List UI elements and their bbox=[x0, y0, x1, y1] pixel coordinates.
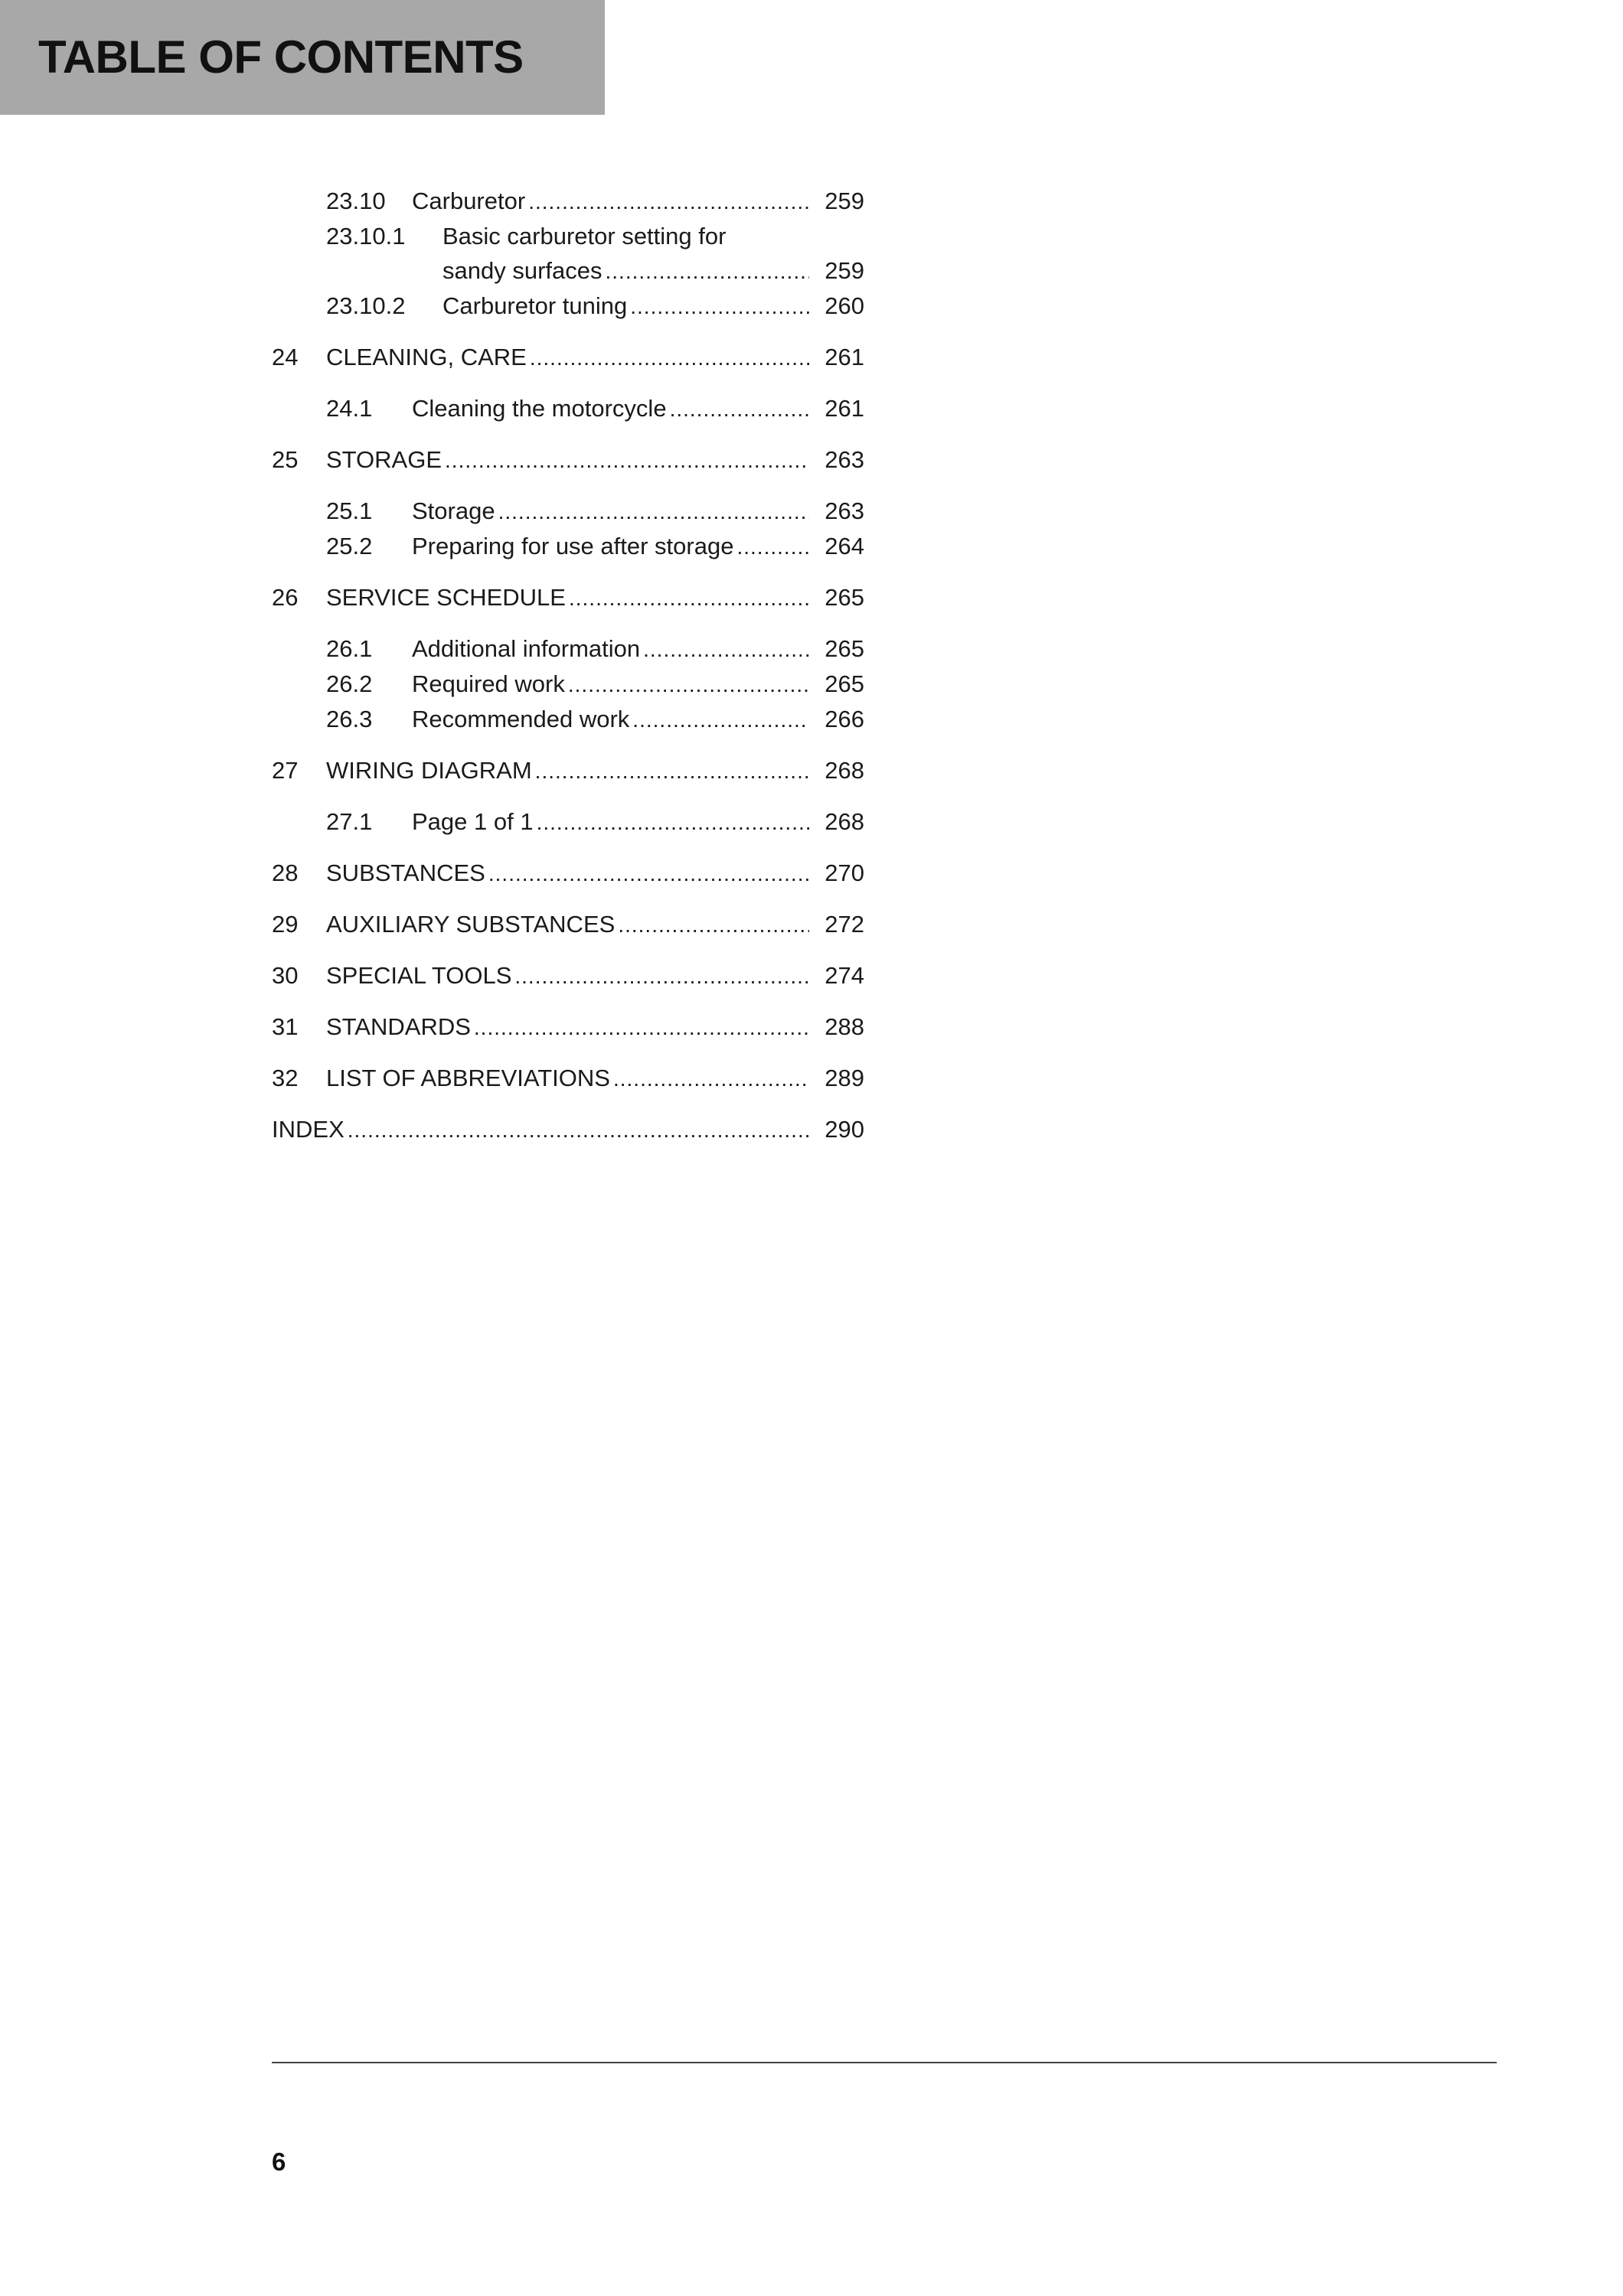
toc-entry[interactable] bbox=[272, 529, 864, 564]
toc-leader-dots bbox=[736, 530, 809, 564]
toc-leader-dots bbox=[643, 632, 809, 667]
toc-entry-page: 268 bbox=[825, 808, 864, 835]
toc-entry[interactable] bbox=[272, 184, 864, 219]
toc-entry-title: INDEX bbox=[272, 1116, 345, 1143]
toc-leader-dots bbox=[348, 1113, 809, 1147]
toc-entry-number: 26.2 bbox=[326, 670, 373, 697]
toc-entry-title: CLEANING, CARE bbox=[326, 344, 527, 370]
toc-leader-dots bbox=[630, 289, 809, 324]
toc-entry-page: 290 bbox=[825, 1116, 864, 1143]
toc-leader-dots bbox=[488, 856, 809, 891]
toc-entry-number: 27.1 bbox=[326, 808, 373, 835]
toc-leader-dots bbox=[445, 443, 809, 478]
toc-entry-title: Carburetor tuning bbox=[442, 292, 628, 319]
toc-entry-title: Carburetor bbox=[412, 188, 526, 214]
toc-leader-dots bbox=[498, 494, 809, 529]
toc-entry-number: 26.1 bbox=[326, 635, 373, 662]
toc-leader-dots bbox=[670, 392, 809, 426]
toc-entry-number: 23.10.1 bbox=[326, 223, 406, 249]
toc-entry[interactable] bbox=[272, 1009, 864, 1045]
footer-divider bbox=[272, 2062, 1497, 2063]
toc-entry[interactable] bbox=[272, 804, 864, 840]
toc-entry-page: 263 bbox=[825, 446, 864, 473]
toc-entry-page: 259 bbox=[825, 257, 864, 284]
toc-entry-title: SERVICE SCHEDULE bbox=[326, 584, 566, 611]
toc-entry-page: 265 bbox=[825, 635, 864, 662]
toc-entry-number: 28 bbox=[272, 859, 299, 886]
toc-entry[interactable] bbox=[272, 907, 864, 942]
toc-entry-title: Preparing for use after storage bbox=[412, 533, 734, 559]
toc-entry-page: 261 bbox=[825, 395, 864, 422]
toc-leader-dots bbox=[606, 254, 810, 289]
toc-entry-continuation[interactable] bbox=[272, 253, 864, 289]
toc-entry[interactable] bbox=[272, 442, 864, 478]
toc-entry-title-continued: sandy surfaces bbox=[442, 257, 603, 284]
toc-entry-page: 270 bbox=[825, 859, 864, 886]
toc-entry-title: Basic carburetor setting for bbox=[442, 223, 727, 249]
toc-entry-number: 30 bbox=[272, 962, 299, 989]
toc-leader-dots bbox=[514, 959, 809, 993]
toc-entry[interactable] bbox=[272, 856, 864, 891]
toc-entry-page: 289 bbox=[825, 1065, 864, 1091]
toc-leader-dots bbox=[569, 581, 809, 615]
toc-entry-number: 26.3 bbox=[326, 706, 373, 732]
toc-entry[interactable] bbox=[272, 289, 864, 324]
toc-entry[interactable] bbox=[272, 958, 864, 993]
toc-entry-page: 264 bbox=[825, 533, 864, 559]
toc-entry-title: AUXILIARY SUBSTANCES bbox=[326, 911, 616, 938]
toc-entry-page: 260 bbox=[825, 292, 864, 319]
toc-entry-number: 23.10 bbox=[326, 188, 386, 214]
toc-leader-dots bbox=[568, 667, 809, 702]
toc-entry-title: Required work bbox=[412, 670, 565, 697]
toc-entry-number: 23.10.2 bbox=[326, 292, 406, 319]
toc-entry-title: SPECIAL TOOLS bbox=[326, 962, 512, 989]
toc-entry[interactable] bbox=[272, 391, 864, 426]
toc-entry[interactable] bbox=[272, 494, 864, 529]
toc-leader-dots bbox=[474, 1010, 809, 1045]
toc-entry[interactable] bbox=[272, 1112, 864, 1147]
toc-entry-page: 265 bbox=[825, 584, 864, 611]
toc-entry-title: Cleaning the motorcycle bbox=[412, 395, 667, 422]
toc-entry-title: SUBSTANCES bbox=[326, 859, 485, 886]
toc-entry-title: STANDARDS bbox=[326, 1013, 471, 1040]
toc-entry-title: Additional information bbox=[412, 635, 641, 662]
toc-leader-dots bbox=[618, 908, 809, 942]
toc-entry-page: 265 bbox=[825, 670, 864, 697]
toc-leader-dots bbox=[530, 341, 809, 375]
toc-entry[interactable] bbox=[272, 753, 864, 788]
toc-entry-number: 24.1 bbox=[326, 395, 373, 422]
toc-entry-page: 259 bbox=[825, 188, 864, 214]
toc-entry-number: 27 bbox=[272, 757, 299, 784]
toc-entry-title: Recommended work bbox=[412, 706, 630, 732]
toc-leader-dots bbox=[535, 754, 809, 788]
toc-entry-number: 25 bbox=[272, 446, 299, 473]
toc-entry-title: STORAGE bbox=[326, 446, 442, 473]
toc-entry-number: 32 bbox=[272, 1065, 299, 1091]
header-banner bbox=[0, 0, 605, 115]
toc-entry-title: Storage bbox=[412, 497, 495, 524]
toc-leader-dots bbox=[528, 184, 809, 219]
toc-entry-number: 25.1 bbox=[326, 497, 373, 524]
toc-entry-page: 274 bbox=[825, 962, 864, 989]
toc-entry-page: 288 bbox=[825, 1013, 864, 1040]
toc-entry-title: Page 1 of 1 bbox=[412, 808, 534, 835]
toc-leader-dots bbox=[537, 805, 809, 840]
toc-leader-dots bbox=[613, 1062, 809, 1096]
toc-entry-title: LIST OF ABBREVIATIONS bbox=[326, 1065, 610, 1091]
toc-entry-page: 261 bbox=[825, 344, 864, 370]
toc-entry[interactable] bbox=[272, 219, 864, 253]
toc-entry-page: 268 bbox=[825, 757, 864, 784]
page-title: TABLE OF CONTENTS bbox=[38, 31, 524, 83]
toc-entry-number: 25.2 bbox=[326, 533, 373, 559]
toc-entry-page: 272 bbox=[825, 911, 864, 938]
toc-entry[interactable] bbox=[272, 580, 864, 615]
toc-entry-page: 263 bbox=[825, 497, 864, 524]
toc-entry-title: WIRING DIAGRAM bbox=[326, 757, 532, 784]
page-number: 6 bbox=[272, 2148, 286, 2176]
toc-entry-number: 26 bbox=[272, 584, 299, 611]
toc-entry[interactable] bbox=[272, 340, 864, 375]
toc-entry[interactable] bbox=[272, 702, 864, 737]
toc-leader-dots bbox=[632, 703, 809, 737]
toc-entry[interactable] bbox=[272, 667, 864, 702]
table-of-contents bbox=[272, 184, 864, 1147]
toc-entry-page: 266 bbox=[825, 706, 864, 732]
toc-entry-number: 31 bbox=[272, 1013, 299, 1040]
toc-entry[interactable] bbox=[272, 1061, 864, 1096]
toc-entry[interactable] bbox=[272, 631, 864, 667]
toc-entry-number: 29 bbox=[272, 911, 299, 938]
toc-entry-number: 24 bbox=[272, 344, 299, 370]
